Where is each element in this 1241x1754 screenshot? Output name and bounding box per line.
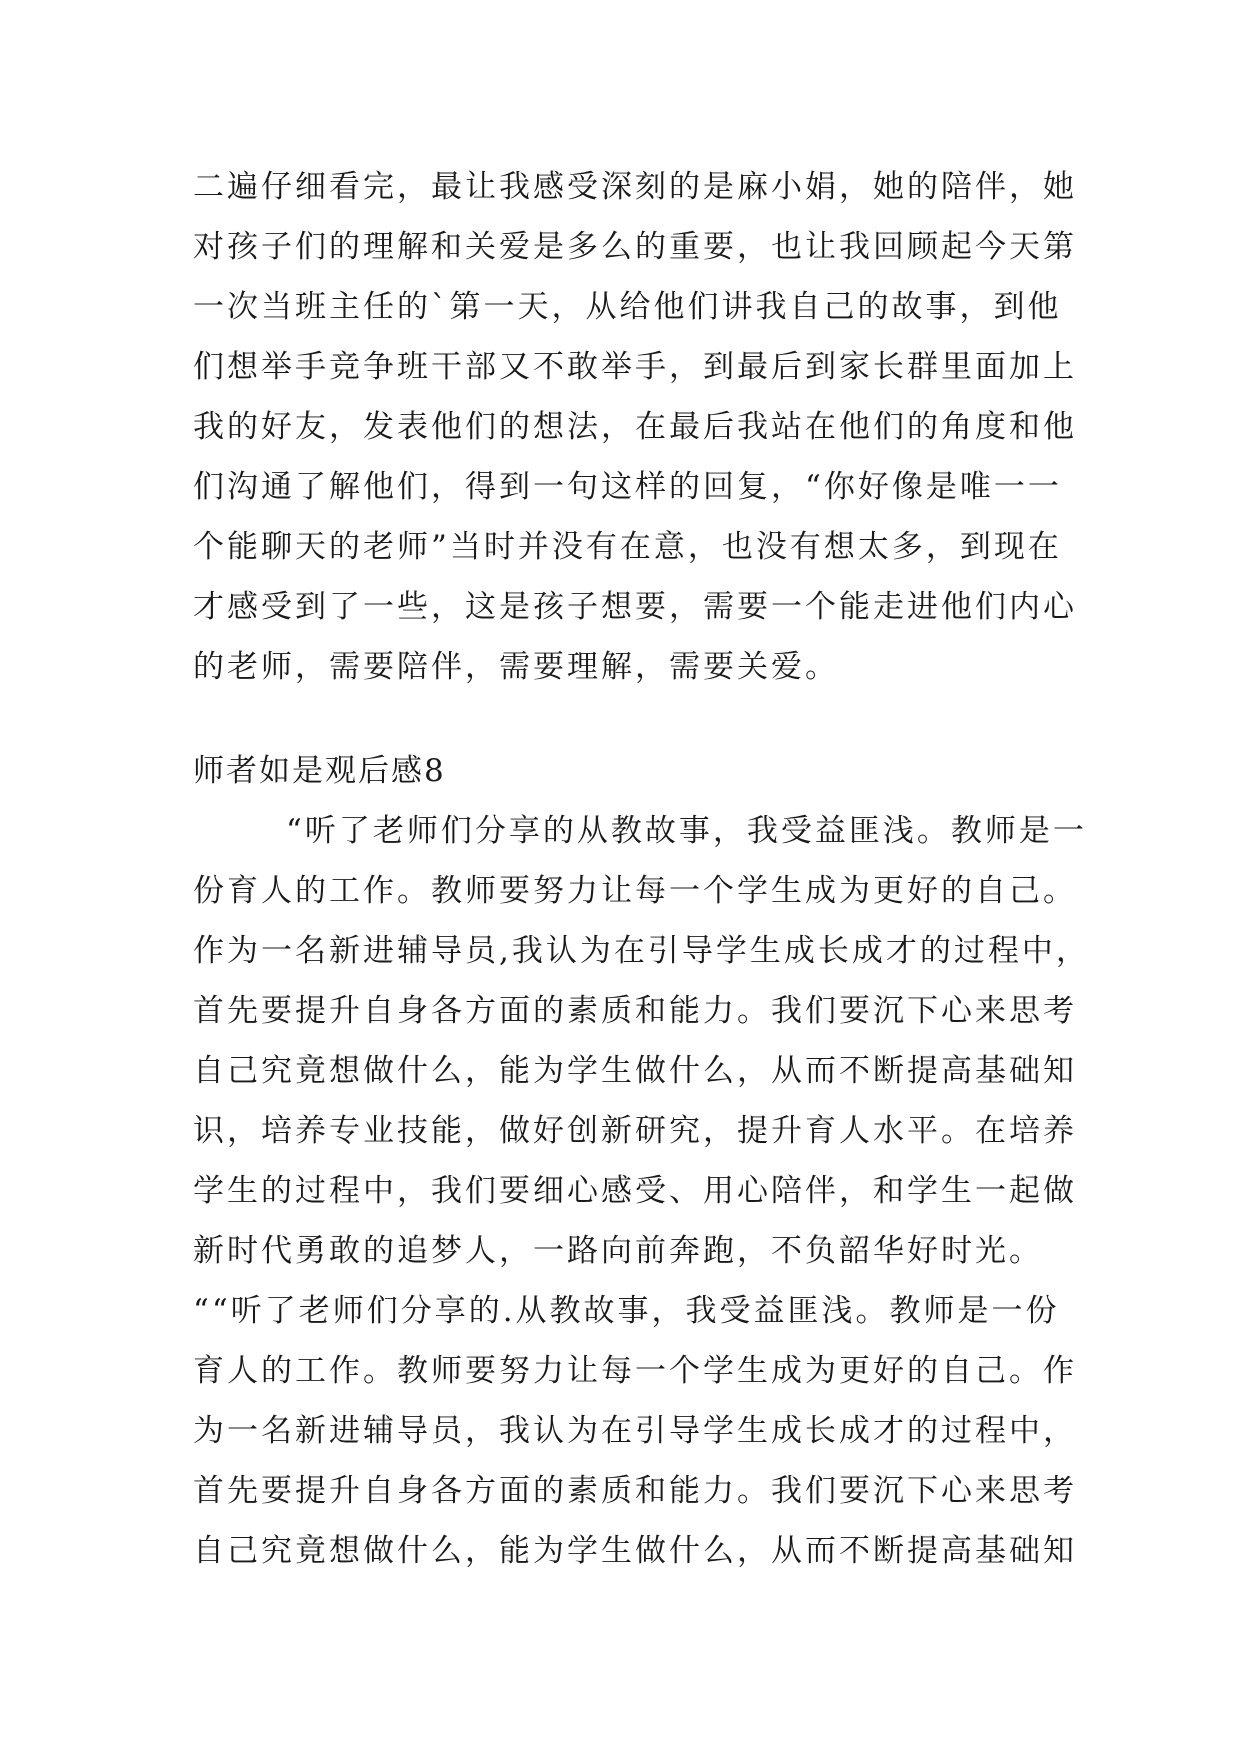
paragraph-line: 对孩子们的理解和关爱是多么的重要，也让我回顾起今天第 <box>193 229 1077 265</box>
paragraph-line: 一次当班主任的`第一天，从给他们讲我自己的故事，到他 <box>193 289 1062 325</box>
paragraph-line: 们想举手竞争班干部又不敢举手，到最后到家长群里面加上 <box>193 349 1077 385</box>
paragraph-line: 个能聊天的老师”当时并没有在意，也没有想太多，到现在 <box>193 529 1062 565</box>
paragraph-line: 自己究竟想做什么，能为学生做什么，从而不断提高基础知 <box>193 1533 1077 1569</box>
paragraph-line: 份育人的工作。教师要努力让每一个学生成为更好的自己。 <box>193 873 1077 909</box>
paragraph-line: “听了老师们分享的从教故事，我受益匪浅。教师是一 <box>286 813 1087 849</box>
paragraph-line: 育人的工作。教师要努力让每一个学生成为更好的自己。作 <box>193 1353 1077 1389</box>
paragraph-line: 首先要提升自身各方面的素质和能力。我们要沉下心来思考 <box>193 993 1077 1029</box>
paragraph-2 <box>193 801 1090 1581</box>
paragraph-line: 的老师，需要陪伴，需要理解，需要关爱。 <box>193 649 839 685</box>
paragraph-line: 们沟通了解他们，得到一句这样的回复，“你好像是唯一一 <box>193 469 1062 505</box>
paragraph-line: 作为一名新进辅导员,我认为在引导学生成长成才的过程中， <box>193 933 1090 969</box>
paragraph-line: 二遍仔细看完，最让我感受深刻的是麻小娟，她的陪伴，她 <box>193 169 1077 205</box>
paragraph-line: ““听了老师们分享的.从教故事，我受益匪浅。教师是一份 <box>193 1293 1060 1329</box>
paragraph-line: 新时代勇敢的追梦人，一路向前奔跑，不负韶华好时光。 <box>193 1233 1043 1269</box>
paragraph-line: 自己究竟想做什么，能为学生做什么，从而不断提高基础知 <box>193 1053 1077 1089</box>
paragraph-line: 识，培养专业技能，做好创新研究，提升育人水平。在培养 <box>193 1113 1077 1149</box>
paragraph-line: 才感受到了一些，这是孩子想要，需要一个能走进他们内心 <box>193 589 1077 625</box>
section-heading: 师者如是观后感8 <box>193 753 446 789</box>
paragraph-line: 学生的过程中，我们要细心感受、用心陪伴，和学生一起做 <box>193 1173 1077 1209</box>
paragraph-line: 为一名新进辅导员，我认为在引导学生成长成才的过程中， <box>193 1413 1077 1449</box>
paragraph-line: 我的好友，发表他们的想法，在最后我站在他们的角度和他 <box>193 409 1077 445</box>
paragraph-line: 首先要提升自身各方面的素质和能力。我们要沉下心来思考 <box>193 1473 1077 1509</box>
paragraph-1 <box>193 157 1077 697</box>
